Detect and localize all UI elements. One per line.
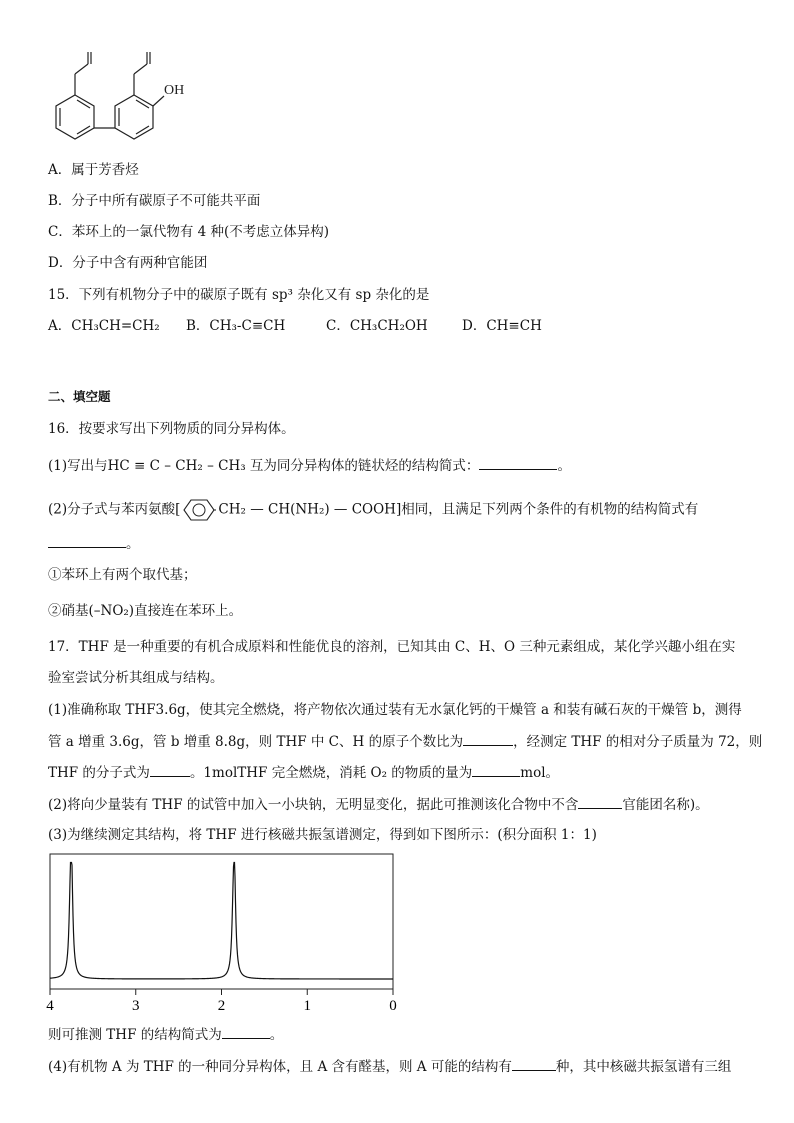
option-14a: A．属于芳香烃 <box>48 162 139 178</box>
q17-part2 <box>48 795 709 814</box>
q16-part1-end: 。 <box>557 458 571 474</box>
x-tick-label: 3 <box>132 998 140 1014</box>
q17-part2-text2: 官能团名称)。 <box>622 797 709 813</box>
answer-blank[interactable] <box>150 763 190 777</box>
x-tick-label: 4 <box>46 998 54 1014</box>
phenylalanine-formula: CH₂ — CH(NH₂) — COOH <box>218 501 396 518</box>
q17-part4 <box>48 1057 731 1076</box>
answer-blank[interactable] <box>463 732 513 746</box>
answer-blank[interactable] <box>472 763 520 777</box>
q17-line2: 验室尝试分析其组成与结构。 <box>48 670 224 686</box>
q17-part4-text: (4)有机物 A 为 THF 的一种同分异构体，且 A 含有醛基，则 A 可能的结构有 <box>48 1059 512 1075</box>
q16-condition-1: ①苯环上有两个取代基； <box>48 567 197 583</box>
q17-part1-line3-text: THF 的分子式为 <box>48 765 150 781</box>
q17-part1-line2-text: 管 a 增重 3.6g，管 b 增重 8.8g，则 THF 中 C、H 的原子个数比为 <box>48 734 464 750</box>
q15-option-a: A．CH₃CH=CH₂ <box>48 318 160 334</box>
q15-stem: 15．下列有机物分子中的碳原子既有 sp³ 杂化又有 sp 杂化的是 <box>48 287 430 303</box>
q17-part1-line2-text2: ，经测定 THF 的相对分子质量为 72，则 <box>513 734 763 750</box>
q17-part4-text2: 种，其中核磁共振氢谱有三组 <box>555 1059 732 1075</box>
q15-option-d: D．CH≡CH <box>462 318 542 334</box>
option-14b: B．分子中所有碳原子不可能共平面 <box>48 193 261 209</box>
x-tick-label: 1 <box>303 998 311 1014</box>
q16-condition-2: ②硝基(–NO₂)直接连在苯环上。 <box>48 603 243 619</box>
q17-part3-answer-text: 则可推测 THF 的结构简式为 <box>48 1027 222 1043</box>
section-title: 二、填空题 <box>48 389 111 404</box>
answer-blank[interactable] <box>48 534 126 548</box>
q17-part3-answer <box>48 1025 283 1044</box>
q15-option-b: B．CH₃-C≡CH <box>186 318 286 334</box>
q16-part2-line2-end: 。 <box>126 536 140 552</box>
q17-part1-line2 <box>48 732 762 751</box>
x-axis <box>46 989 397 1014</box>
q16-stem: 16．按要求写出下列物质的同分异构体。 <box>48 421 295 437</box>
q17-part1-line1: (1)准确称取 THF3.6g，使其完全燃烧，将产物依次通过装有无水氯化钙的干燥管 a 和装有碱石灰的干燥管 b，测得 <box>48 702 742 718</box>
q17-part1-line3-text2: 。1molTHF 完全燃烧，消耗 O₂ 的物质的量为 <box>189 765 473 781</box>
nmr-spectrum-chart <box>40 850 410 1018</box>
q17-part3: (3)为继续测定其结构，将 THF 进行核磁共振氢谱测定，得到如下图所示：(积分面积 1：1) <box>48 827 597 843</box>
spectrum-trace <box>50 862 393 979</box>
molecule-structure <box>40 50 210 155</box>
q17-part3-answer-end: 。 <box>269 1027 284 1043</box>
q16-part1-text: (1)写出与HC ≡ C – CH₂ – CH₃ 互为同分异构体的链状烃的结构简式： <box>48 458 480 474</box>
q16-part1 <box>48 456 571 475</box>
q16-part2-end: ]相同，且满足下列两个条件的有机物的结构简式有 <box>395 501 699 518</box>
q15-option-c: C．CH₃CH₂OH <box>326 318 428 334</box>
q17-line1: 17．THF 是一种重要的有机合成原料和性能优良的溶剂，已知其由 C、H、O 三种元素组成，某化学兴趣小组在实 <box>48 639 736 655</box>
answer-blank[interactable] <box>222 1025 270 1039</box>
answer-blank[interactable] <box>578 795 622 809</box>
x-tick-label: 0 <box>389 998 397 1014</box>
option-14d: D．分子中含有两种官能团 <box>48 255 208 271</box>
answer-blank[interactable] <box>512 1057 556 1071</box>
x-tick-label: 2 <box>217 998 226 1014</box>
option-14c: C．苯环上的一氯代物有 4 种(不考虑立体异构) <box>48 224 330 240</box>
q17-part1-line3-text3: mol。 <box>520 765 560 781</box>
benzene-ring-icon <box>182 498 216 522</box>
hydroxyl-label: OH <box>164 83 185 98</box>
answer-blank[interactable] <box>479 456 557 470</box>
q16-part2 <box>48 498 698 522</box>
q17-part1-line3 <box>48 763 559 782</box>
q16-part2-line2 <box>48 534 140 553</box>
q17-part2-text: (2)将向少量装有 THF 的试管中加入一小块钠，无明显变化，据此可推测该化合物中不含 <box>48 797 579 813</box>
q16-part2-start: (2)分子式与苯丙氨酸[ <box>48 501 181 518</box>
